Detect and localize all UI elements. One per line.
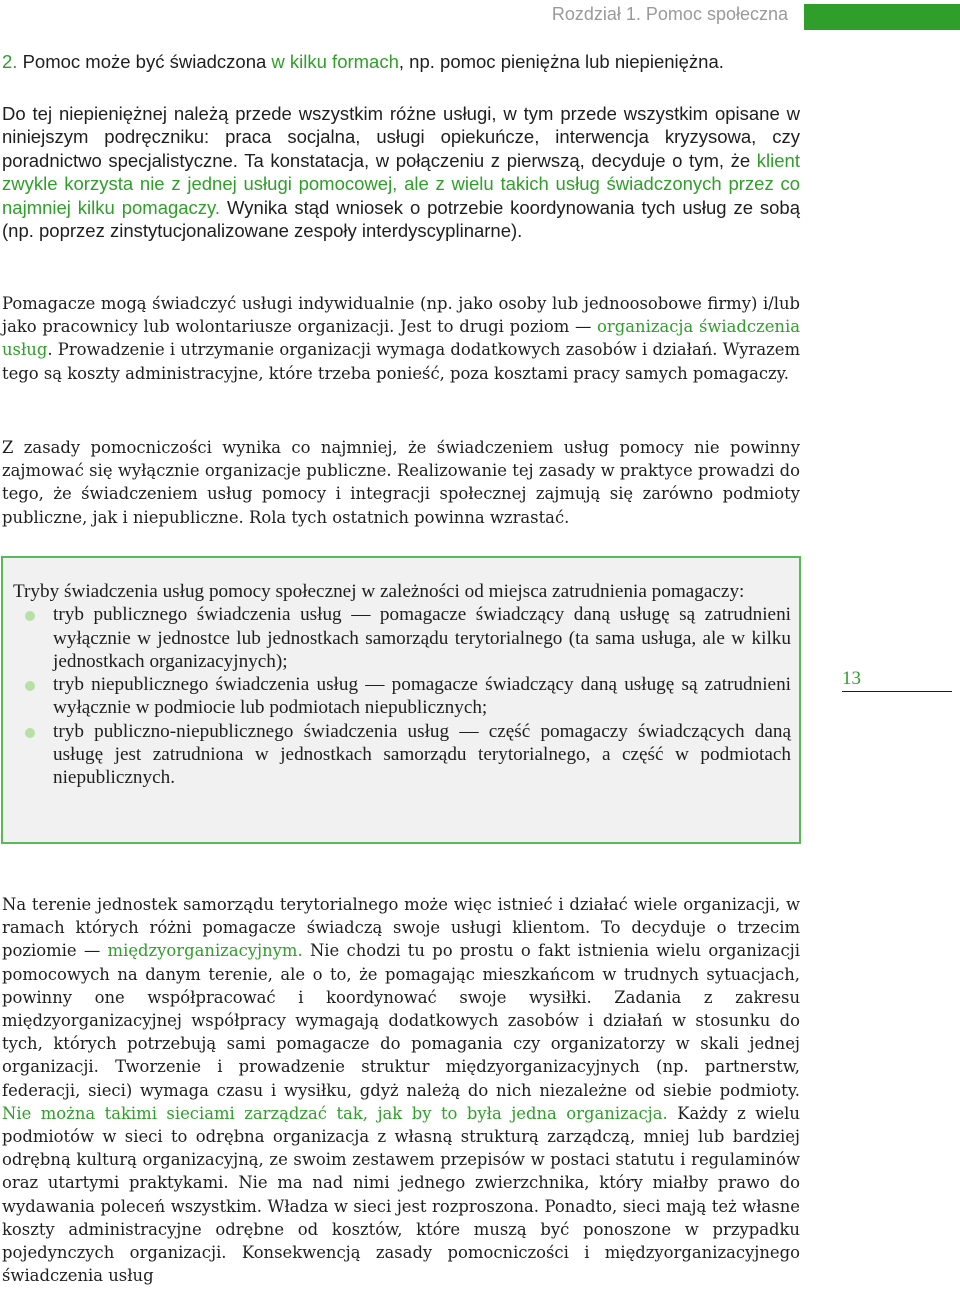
p1-text-c: Wynika stąd wniosek o potrzebie koordynowania tych usług ze sobą (np. poprzez zinstytucjonalizowane zespoły interdyscyplinarne).	[2, 196, 800, 242]
p2-highlight: organizacja świadczenia usług	[2, 317, 800, 360]
list-item-text: tryb publiczno-niepublicznego świadczenia usług — część pomagaczy świadczących daną usługę jest zatrudniona w jednostkach samorządu terytorialnego, a część w podmiotach niepublicznych.	[53, 720, 791, 789]
list-item	[13, 603, 791, 673]
p4-highlight-level: międzyorganizacyjnym.	[107, 941, 303, 961]
p4-text-e: Każdy z wielu podmiotów w sieci to odrębna organizacja z własną strukturą zarządczą, mniej lub bardziej odrębną kulturą organizacyjną, ze swoim zestawem przepisów w postaci statutu i regulaminów oraz utartymi praktykami. Nie ma nad nimi jednego zwierzchnika, który miałby prawo do wydawania poleceń wszystkim. Władza w sieci jest rozproszona. Ponadto, sieci mają też własne koszty administracyjne odrębne od kosztów, które muszą być ponoszone w przypadku pojedynczych organizacji. Konsekwencją zasady pomocniczości i międzyorganizacyjnego świadczenia usług	[2, 1103, 800, 1286]
intro-text-c: , np. pomoc pieniężna lub niepieniężna.	[398, 51, 724, 72]
info-box	[1, 556, 801, 844]
intro-paragraph	[2, 50, 800, 74]
list-item	[13, 673, 791, 720]
p1-highlight: klient zwykle korzysta nie z jednej usługi pomocowej, ale z wielu takich usług świadczonych przez co najmniej kilku pomagaczy.	[2, 149, 800, 218]
info-box-content	[13, 580, 791, 790]
p4-text-c: Nie chodzi tu po prostu o fakt istnienia wielu organizacji pomocowych na danym terenie, ale o to, że pomagając mieszkańcom w trudnych sytuacjach, powinny one współpracować i koordynować swoje wysiłki. Zadania z zakresu międzyorganizacyjnej współpracy wymagają dodatkowych zasobów i działań w stosunku do tych, których potrzebują sami pomagacze do pomagania czy organizatorzy w skali jednej organizacji. Tworzenie i prowadzenie struktur międzyorganizacyjnych (np. partnerstw, federacji, sieci) wymaga czasu i wysiłku, gdyż należą do nich niezależne od siebie podmioty.	[2, 941, 800, 1100]
p2-text-c: . Prowadzenie i utrzymanie organizacji wymaga dodatkowych zasobów i działań. Wyrazem tego są koszty administracyjne, które trzeba ponieść, poza kosztami pracy samych pomagaczy.	[2, 340, 800, 383]
paragraph-helpers	[2, 292, 800, 385]
bullet-icon	[25, 728, 35, 738]
p2-text-a: Pomagacze mogą świadczyć usługi indywidualnie (np. jako osoby lub jednoosobowe firmy) i/lub jako pracownicy lub wolontariusze organizacji. Jest to drugi poziom —	[2, 294, 800, 337]
page-number: 13	[842, 668, 952, 692]
p4-text-a: Na terenie jednostek samorządu terytorialnego może więc istnieć i działać wiele organizacji, w ramach których różni pomagacze świadczą swoje usługi klientom. To decyduje o trzecim poziomie —	[2, 895, 800, 961]
list-item-text: tryb publicznego świadczenia usług — pomagacze świadczący daną usługę są zatrudnieni wyłącznie w jednostce lub jednostkach samorządu terytorialnego (ta sama usługa, ale w kilku jednostkach organizacyjnych);	[53, 604, 791, 672]
info-box-intro: Tryby świadczenia usług pomocy społecznej w zależności od miejsca zatrudnienia pomagaczy:	[13, 581, 745, 602]
chapter-header-bar	[804, 4, 960, 30]
list-number: 2.	[2, 51, 18, 72]
list-item-text: tryb niepublicznego świadczenia usług — pomagacze świadczący daną usługę są zatrudnieni wyłącznie w podmiocie lub podmiotach niepublicznych;	[53, 674, 791, 719]
paragraph-interorganizational	[2, 893, 800, 1287]
bullet-icon	[25, 681, 35, 691]
chapter-header: Rozdział 1. Pomoc społeczna	[551, 4, 788, 24]
paragraph-services	[2, 102, 800, 242]
paragraph-subsidiarity: Z zasady pomocniczości wynika co najmniej, że świadczeniem usług pomocy nie powinny zajmować się wyłącznie organizacje publiczne. Realizowanie tej zasady w praktyce prowadzi do tego, że świadczeniem usług pomocy i integracji społecznej zajmują się zarówno podmioty publiczne, jak i niepubliczne. Rola tych ostatnich powinna wzrastać.	[2, 438, 800, 527]
intro-text-a: Pomoc może być świadczona	[17, 51, 272, 72]
list-item	[13, 720, 791, 790]
bullet-icon	[25, 611, 35, 621]
intro-highlight: w kilku formach	[271, 51, 399, 72]
info-box-list	[13, 603, 791, 789]
p4-highlight-network: Nie można takimi sieciami zarządzać tak, jak by to była jedna organizacja.	[2, 1103, 668, 1123]
p1-text-a: Do tej niepieniężnej należą przede wszystkim różne usługi, w tym przede wszystkim opisane w niniejszym podręczniku: praca socjalna, usługi opiekuńcze, interwencja kryzysowa, czy poradnictwo specjalistyczne. Ta konstatacja, w połączeniu z pierwszą, decyduje o tym, że	[2, 103, 800, 171]
